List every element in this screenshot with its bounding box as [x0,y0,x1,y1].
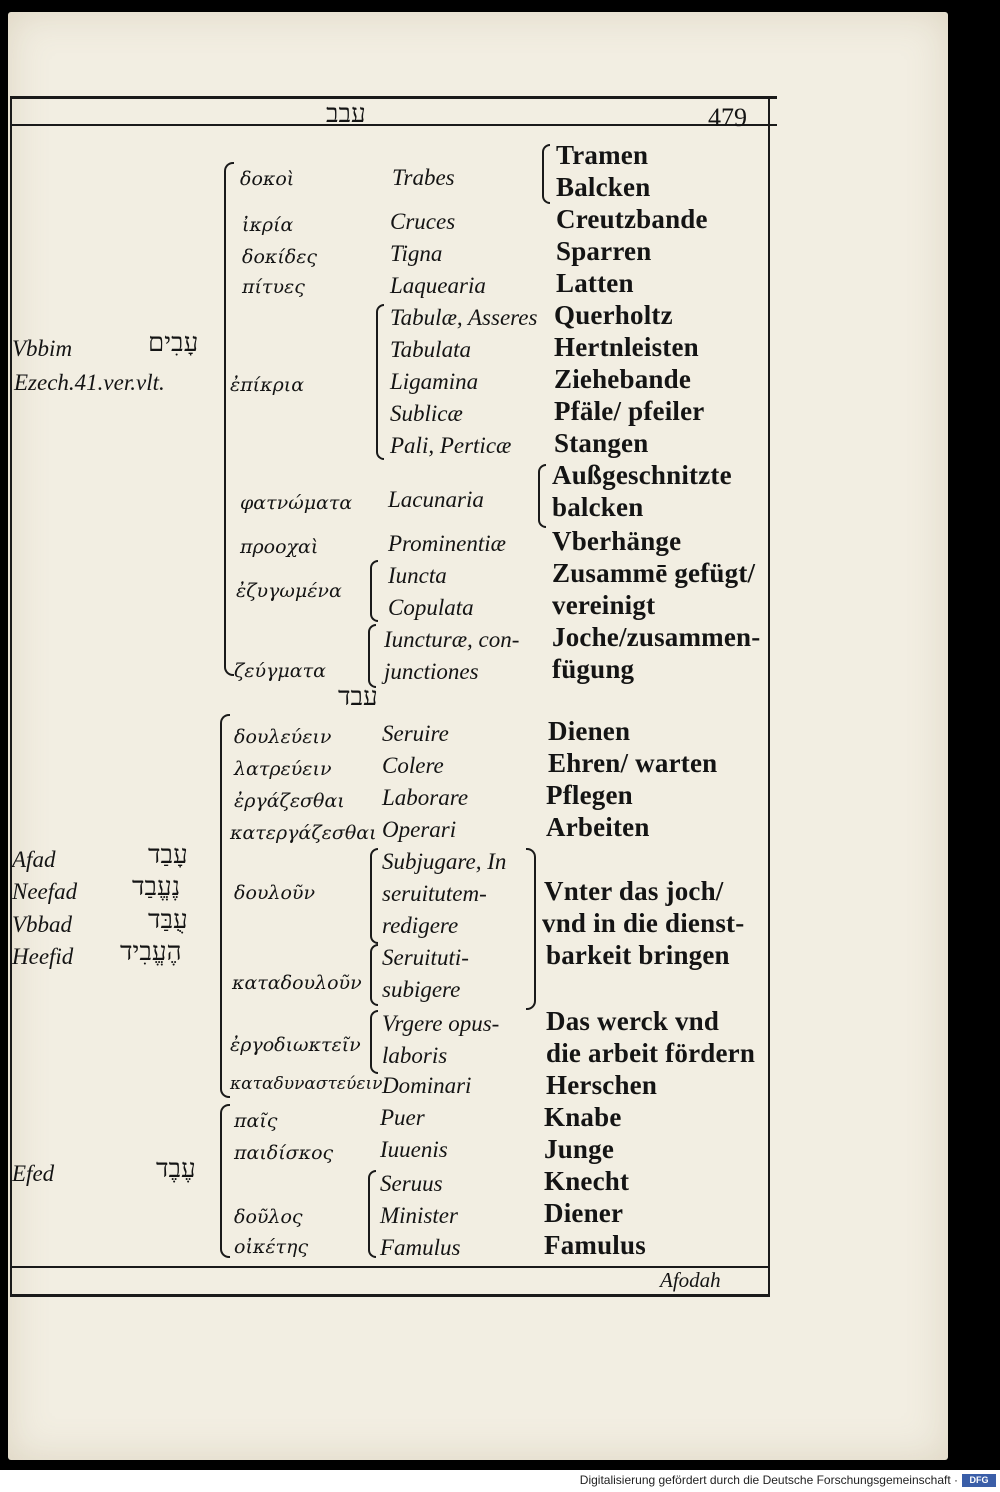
greek-word: ἐργάζεσθαι [234,790,345,812]
translit-efed: Efed [12,1161,55,1186]
latin-word: Colere [382,753,444,778]
german-word: Ziehebande [554,364,692,394]
latin-word: Trabes [392,165,455,190]
german-word: Tramen [556,140,649,170]
german-word: Außgeschnitzte [552,460,732,490]
greek-word: καταδουλοῦν [232,972,362,994]
brace-group-abad [220,714,230,1098]
latin-word: junctiones [384,659,479,684]
latin-word: Sublicæ [390,401,463,426]
german-word: Diener [544,1198,624,1228]
german-word: Balcken [556,172,651,202]
latin-word: Seruire [382,721,449,746]
greek-word: οἰκέτης [234,1236,309,1258]
latin-word: Famulus [380,1235,461,1260]
german-word: Dienen [548,716,631,746]
brace-subjugare [370,848,378,944]
latin-word: Tabulata [390,337,471,362]
latin-word: Tigna [390,241,443,266]
greek-word: πίτυες [242,276,305,298]
greek-word: δουλεύειν [234,726,332,748]
brace-urgere [370,1010,378,1074]
greek-word: δοκίδες [242,246,318,268]
german-word: Latten [556,268,634,298]
german-word: die arbeit fördern [546,1038,756,1068]
translit-afad: Afad [12,847,56,872]
german-word: Zusammē gefügt/ [552,558,756,588]
header-rule-top [10,96,777,99]
brace-right-subjugare [526,848,536,1010]
german-word: Knabe [544,1102,622,1132]
german-word: Pfäle/ pfeiler [554,396,705,426]
brace-seruituti [370,944,378,1006]
german-word: Querholtz [554,300,673,330]
greek-word: προοχαὶ [240,536,319,558]
greek-word: δοκοὶ [240,168,295,190]
brace-iuncturae [368,624,376,688]
latin-word: Prominentiæ [388,531,506,556]
latin-word: Vrgere opus- [382,1011,500,1036]
bottom-rule-upper [10,1266,770,1268]
german-word: Das werck vnd [546,1006,720,1036]
german-word: Vberhänge [552,526,682,556]
latin-word: Puer [380,1105,425,1130]
german-word: balcken [552,492,644,522]
greek-word: ζεύγματα [234,660,326,682]
brace-group-ubbim [224,162,234,676]
frame-left-line [10,98,12,1296]
greek-word: ἐπίκρια [230,374,305,396]
greek-word: ἐργοδιωκτεῖν [230,1034,361,1056]
greek-word: λατρεύειν [234,758,332,780]
brace-trabes-german [542,144,550,204]
german-word: Stangen [554,428,649,458]
dfg-logo: DFG [962,1474,996,1487]
greek-word: φατνώματα [240,492,353,514]
greek-word: δουλοῦν [234,882,316,904]
german-word: Sparren [556,236,652,266]
brace-latin-epikria [376,304,384,460]
greek-word: δοῦλος [234,1206,303,1228]
greek-word: κατεργάζεσθαι [230,822,377,844]
hebrew-efed: עֶבֶד [156,1154,196,1184]
latin-word: Operari [382,817,457,842]
latin-word: Pali, Perticæ [390,433,512,458]
frame-right-line [768,98,770,1296]
latin-word: redigere [382,913,459,938]
german-word: Hertnleisten [554,332,699,362]
scripture-reference: Ezech.41.ver.vlt. [14,370,165,395]
brace-iuncta [370,560,378,622]
german-word: Famulus [544,1230,646,1260]
german-word: Arbeiten [546,812,650,842]
german-word: Vnter das joch/ [544,876,724,906]
latin-word: Iuncturæ, con- [384,627,520,652]
german-word: Creutzbande [556,204,708,234]
translit-neefad: Neefad [12,879,78,904]
greek-word: ἐζυγωμένα [236,580,342,602]
latin-word: laboris [382,1043,448,1068]
translit-ubbad: Vbbad [12,912,73,937]
german-word: Junge [544,1134,615,1164]
latin-word: Laborare [382,785,469,810]
book-page [8,12,948,1460]
header-rule-bottom [10,124,777,126]
latin-word: seruitutem- [382,881,487,906]
german-word: Joche/zusammen- [552,622,761,652]
brace-group-efed [220,1104,230,1258]
german-word: barkeit bringen [546,940,730,970]
translit-heefid: Heefid [12,944,74,969]
german-word: Ehren/ warten [548,748,718,778]
latin-word: Seruituti- [382,945,469,970]
latin-word: Cruces [390,209,456,234]
greek-word: καταδυναστεύειν [230,1074,383,1094]
latin-word: Subjugare, In [382,849,507,874]
latin-word: subigere [382,977,461,1002]
digitization-footer [0,1470,1000,1492]
german-word: Herschen [546,1070,658,1100]
translit-ubbim: Vbbim [12,336,73,361]
hebrew-ubbim: עָבִים [148,328,199,358]
latin-word: Lacunaria [388,487,484,512]
german-word: Pflegen [546,780,633,810]
page-number: 479 [708,103,747,132]
german-word: vereinigt [552,590,656,620]
brace-german-lacunaria [538,464,546,528]
hebrew-afad: עָבַד [148,840,188,870]
latin-word: Ligamina [390,369,479,394]
latin-word: Laquearia [390,273,486,298]
header-hebrew-root: עבב [326,99,366,129]
hebrew-heefid: הֶעֱבִיד [120,937,182,967]
catchword: Afodah [660,1268,721,1292]
latin-word: Dominari [382,1073,472,1098]
latin-word: Iuncta [388,563,447,588]
bottom-rule-lower [10,1294,770,1297]
german-word: Knecht [544,1166,630,1196]
latin-word: Tabulæ, Asseres [390,305,538,330]
german-word: fügung [552,654,635,684]
brace-seruus [368,1170,376,1258]
greek-word: παῖς [234,1110,278,1132]
greek-word: παιδίσκος [234,1142,334,1164]
hebrew-ubbad: עֻבַּד [148,905,188,935]
hebrew-neefad: נֶעֱבַד [132,872,181,902]
footer-credit-text: Digitalisierung gefördert durch die Deutsche Forschungsgemeinschaft · [579,1473,958,1487]
section-heading-hebrew: עבד [338,682,378,712]
german-word: vnd in die dienst- [542,908,745,938]
latin-word: Minister [380,1203,458,1228]
latin-word: Copulata [388,595,474,620]
greek-word: ἰκρία [242,214,294,236]
latin-word: Iuuenis [380,1137,448,1162]
latin-word: Seruus [380,1171,443,1196]
